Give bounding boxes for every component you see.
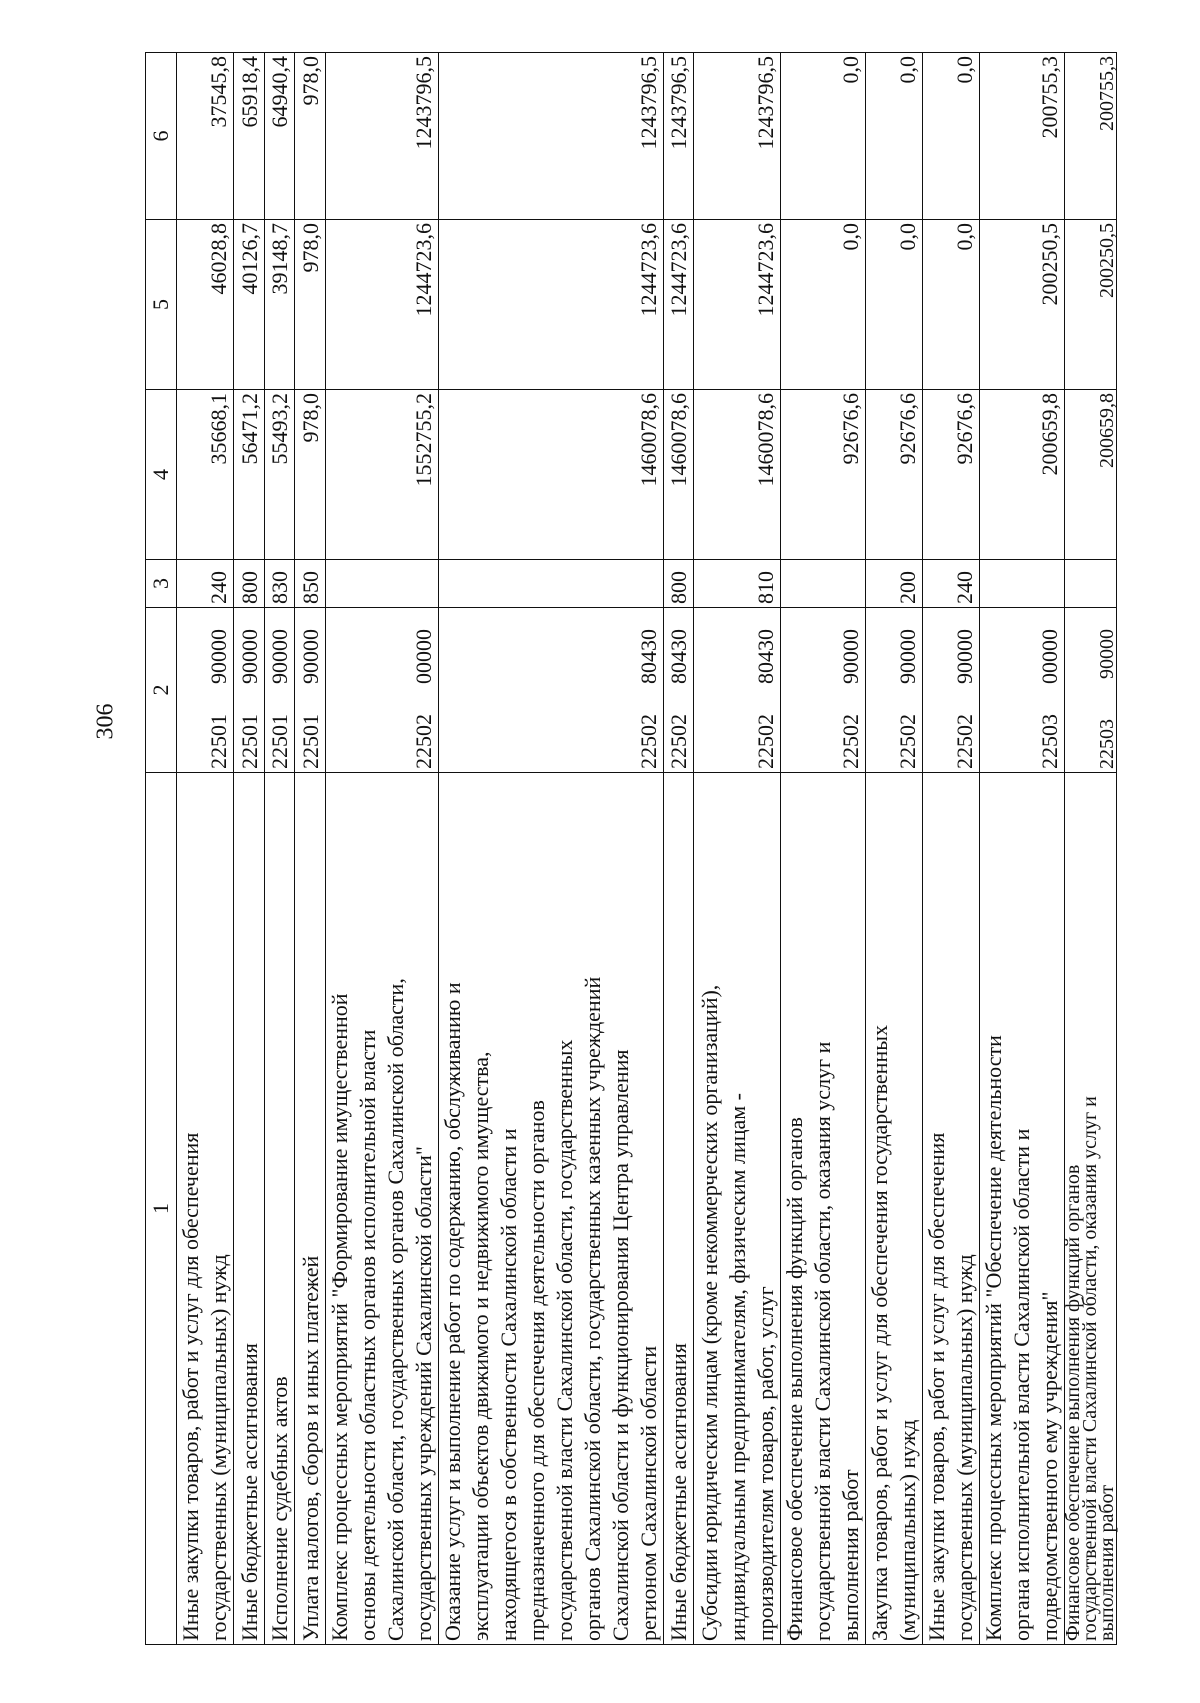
- code-b: 90000: [237, 629, 262, 684]
- col-header-1: 1: [146, 773, 177, 1645]
- target-code-pair: [752, 611, 780, 769]
- description-line: Иные закупки товаров, работ и услуг для обеспечения: [178, 1132, 203, 1641]
- row-target-code: [1065, 608, 1117, 773]
- target-code-pair: [665, 611, 693, 769]
- row-description: [234, 773, 265, 1645]
- col-header-5: 5: [146, 220, 177, 390]
- code-b: 90000: [298, 629, 323, 684]
- row-target-code: [177, 608, 234, 773]
- row-amount-v4: 35668,1: [177, 390, 234, 560]
- col-header-3: 3: [146, 560, 177, 608]
- description-line: подведомственного ему учреждения": [1037, 1291, 1062, 1641]
- row-expense-type: 800: [664, 560, 694, 608]
- row-amount-v6: 1243796,5: [664, 53, 694, 220]
- row-amount-v6: 978,0: [295, 53, 326, 220]
- row-amount-v5: 200250,5: [1065, 220, 1117, 390]
- row-expense-type: [439, 560, 664, 608]
- table-row: [326, 53, 439, 1645]
- row-amount-v5: 46028,8: [177, 220, 234, 390]
- code-b: 90000: [206, 629, 231, 684]
- target-code-pair: [236, 611, 264, 769]
- code-a: 22501: [298, 714, 323, 769]
- code-a: 22502: [411, 714, 436, 769]
- row-amount-v4: 978,0: [295, 390, 326, 560]
- row-amount-v5: 200250,5: [980, 220, 1065, 390]
- description-line: Сахалинской области, государственных органов Сахалинской области,: [383, 978, 408, 1641]
- row-expense-type: [980, 560, 1065, 608]
- row-amount-v5: 40126,7: [234, 220, 265, 390]
- row-amount-v4: 92676,6: [781, 390, 866, 560]
- target-code-pair: [894, 611, 922, 769]
- row-expense-type: 200: [866, 560, 923, 608]
- description-line: Финансовое обеспечение выполнения функций органов: [782, 1117, 807, 1641]
- target-code-pair: [635, 611, 663, 769]
- row-target-code: [234, 608, 265, 773]
- target-code-pair: [410, 611, 438, 769]
- description-line: основы деятельности областных органов исполнительной власти: [355, 1029, 380, 1641]
- code-b: 90000: [267, 629, 292, 684]
- row-expense-type: 830: [265, 560, 295, 608]
- row-description: [265, 773, 295, 1645]
- description-line: Исполнение судебных актов: [267, 1376, 292, 1641]
- description-line: эксплуатации объектов движимого и недвижимого имущества,: [468, 1051, 493, 1641]
- description-line: выполнения работ: [838, 1469, 863, 1641]
- table-row: [1065, 53, 1117, 1645]
- row-amount-v6: 1243796,5: [439, 53, 664, 220]
- row-amount-v6: 1243796,5: [694, 53, 781, 220]
- col-header-2: 2: [146, 608, 177, 773]
- description-line: (муниципальных) нужд: [895, 1419, 920, 1641]
- row-amount-v4: 1552755,2: [326, 390, 439, 560]
- row-target-code: [664, 608, 694, 773]
- description-line: Закупка товаров, работ и услуг для обеспечения государственных: [867, 1024, 892, 1641]
- code-a: 22503: [1096, 719, 1118, 769]
- row-description: [781, 773, 866, 1645]
- row-amount-v6: 200755,3: [980, 53, 1065, 220]
- description-line: Иные бюджетные ассигнования: [666, 1343, 691, 1641]
- row-amount-v6: 64940,4: [265, 53, 295, 220]
- description-line: государственной власти Сахалинской области, оказания услуг и: [1079, 1096, 1101, 1641]
- row-description: [295, 773, 326, 1645]
- row-target-code: [923, 608, 980, 773]
- row-expense-type: 240: [923, 560, 980, 608]
- target-code-pair: [205, 611, 233, 769]
- row-amount-v5: 0,0: [923, 220, 980, 390]
- code-b: 90000: [895, 629, 920, 684]
- code-a: 22501: [206, 714, 231, 769]
- row-description: [177, 773, 234, 1645]
- description-line: государственных (муниципальных) нужд: [952, 1254, 977, 1641]
- description-line: Финансовое обеспечение выполнения функций органов: [1062, 1164, 1084, 1641]
- budget-table: [145, 52, 1117, 1645]
- table-row: [923, 53, 980, 1645]
- row-description: [1062, 773, 1118, 1645]
- row-expense-type: 800: [234, 560, 265, 608]
- row-description: [980, 773, 1065, 1645]
- row-amount-v6: 37545,8: [177, 53, 234, 220]
- row-amount-v4: 1460078,6: [439, 390, 664, 560]
- row-amount-v4: 55493,2: [265, 390, 295, 560]
- page-number: 306: [92, 703, 119, 740]
- row-amount-v5: 1244723,6: [664, 220, 694, 390]
- code-b: 90000: [1096, 629, 1118, 679]
- description-line: выполнения работ: [1096, 1484, 1118, 1641]
- description-line: предназначенного для обеспечения деятельности органов: [524, 1100, 549, 1641]
- row-expense-type: 850: [295, 560, 326, 608]
- code-a: 22502: [753, 714, 778, 769]
- table-row: [439, 53, 664, 1645]
- row-amount-v5: 978,0: [295, 220, 326, 390]
- row-amount-v4: 200659,8: [1065, 390, 1117, 560]
- description-line: органа исполнительной власти Сахалинской области и: [1009, 1128, 1034, 1641]
- budget-table-rotated: [145, 53, 1118, 1645]
- table-row: [295, 53, 326, 1645]
- row-description: [439, 773, 664, 1645]
- row-description: [326, 773, 439, 1645]
- target-code-pair: [266, 611, 294, 769]
- description-line: Иные бюджетные ассигнования: [237, 1343, 262, 1641]
- description-line: государственных (муниципальных) нужд: [206, 1254, 231, 1641]
- target-code-pair: [951, 611, 979, 769]
- row-amount-v5: 1244723,6: [694, 220, 781, 390]
- row-target-code: [866, 608, 923, 773]
- row-target-code: [295, 608, 326, 773]
- code-b: 90000: [838, 629, 863, 684]
- row-expense-type: [326, 560, 439, 608]
- description-line: Комплекс процессных мероприятий "Обеспечение деятельности: [981, 1035, 1006, 1641]
- code-a: 22502: [895, 714, 920, 769]
- description-line: Субсидии юридическим лицам (кроме некоммерческих организаций),: [697, 984, 722, 1641]
- row-description: [866, 773, 923, 1645]
- row-amount-v4: 200659,8: [980, 390, 1065, 560]
- description-line: Сахалинской области и функционирования Центра управления: [608, 1049, 633, 1641]
- code-a: 22502: [636, 714, 661, 769]
- code-b: 90000: [952, 629, 977, 684]
- row-target-code: [980, 608, 1065, 773]
- target-code-pair: [297, 611, 325, 769]
- row-amount-v4: 92676,6: [923, 390, 980, 560]
- row-amount-v6: 1243796,5: [326, 53, 439, 220]
- code-b: 80430: [753, 629, 778, 684]
- code-b: 00000: [1037, 629, 1062, 684]
- row-amount-v6: 65918,4: [234, 53, 265, 220]
- row-description: [694, 773, 781, 1645]
- row-amount-v5: 0,0: [781, 220, 866, 390]
- table-row: [781, 53, 866, 1645]
- row-description: [664, 773, 694, 1645]
- row-target-code: [439, 608, 664, 773]
- code-a: 22502: [952, 714, 977, 769]
- description-line: органов Сахалинской области, государственных казенных учреждений: [580, 976, 605, 1641]
- description-line: индивидуальным предпринимателям, физическим лицам -: [725, 1093, 750, 1641]
- target-code-pair: [837, 611, 865, 769]
- description-line: государственной власти Сахалинской области, государственных: [552, 1039, 577, 1641]
- row-expense-type: [781, 560, 866, 608]
- code-a: 22502: [666, 714, 691, 769]
- row-description: [923, 773, 980, 1645]
- target-code-pair: [1036, 611, 1064, 769]
- row-amount-v5: 1244723,6: [439, 220, 664, 390]
- row-amount-v5: 39148,7: [265, 220, 295, 390]
- target-code-pair: [1096, 611, 1118, 769]
- description-line: находящегося в собственности Сахалинской области и: [496, 1128, 521, 1641]
- row-target-code: [694, 608, 781, 773]
- row-expense-type: [1065, 560, 1117, 608]
- col-header-4: 4: [146, 390, 177, 560]
- description-line: Оказание услуг и выполнение работ по содержанию, обслуживанию и: [440, 982, 465, 1641]
- row-expense-type: 240: [177, 560, 234, 608]
- table-row: [694, 53, 781, 1645]
- table-row: [664, 53, 694, 1645]
- code-b: 00000: [411, 629, 436, 684]
- description-line: Комплекс процессных мероприятий "Формирование имущественной: [327, 993, 352, 1641]
- code-b: 80430: [636, 629, 661, 684]
- row-amount-v6: 200755,3: [1065, 53, 1117, 220]
- code-b: 80430: [666, 629, 691, 684]
- row-amount-v6: 0,0: [781, 53, 866, 220]
- description-line: Иные закупки товаров, работ и услуг для обеспечения: [924, 1132, 949, 1641]
- header-row: [146, 53, 177, 1645]
- row-amount-v4: 92676,6: [866, 390, 923, 560]
- row-target-code: [265, 608, 295, 773]
- code-a: 22501: [267, 714, 292, 769]
- row-target-code: [781, 608, 866, 773]
- description-line: государственных учреждений Сахалинской области": [411, 1146, 436, 1641]
- row-amount-v5: 1244723,6: [326, 220, 439, 390]
- table-row: [980, 53, 1065, 1645]
- row-amount-v4: 1460078,6: [694, 390, 781, 560]
- description-line: регионом Сахалинской области: [636, 1345, 661, 1641]
- description-line: Уплата налогов, сборов и иных платежей: [298, 1255, 323, 1641]
- row-amount-v6: 0,0: [923, 53, 980, 220]
- row-amount-v4: 56471,2: [234, 390, 265, 560]
- row-amount-v6: 0,0: [866, 53, 923, 220]
- row-target-code: [326, 608, 439, 773]
- code-a: 22502: [838, 714, 863, 769]
- row-amount-v5: 0,0: [866, 220, 923, 390]
- description-line: государственной власти Сахалинской области, оказания услуг и: [810, 1041, 835, 1641]
- table-row: [234, 53, 265, 1645]
- table-row: [265, 53, 295, 1645]
- table-row: [866, 53, 923, 1645]
- code-a: 22503: [1037, 714, 1062, 769]
- row-expense-type: 810: [694, 560, 781, 608]
- description-line: производителям товаров, работ, услуг: [753, 1286, 778, 1641]
- col-header-6: 6: [146, 53, 177, 220]
- row-amount-v4: 1460078,6: [664, 390, 694, 560]
- code-a: 22501: [237, 714, 262, 769]
- table-row: [177, 53, 234, 1645]
